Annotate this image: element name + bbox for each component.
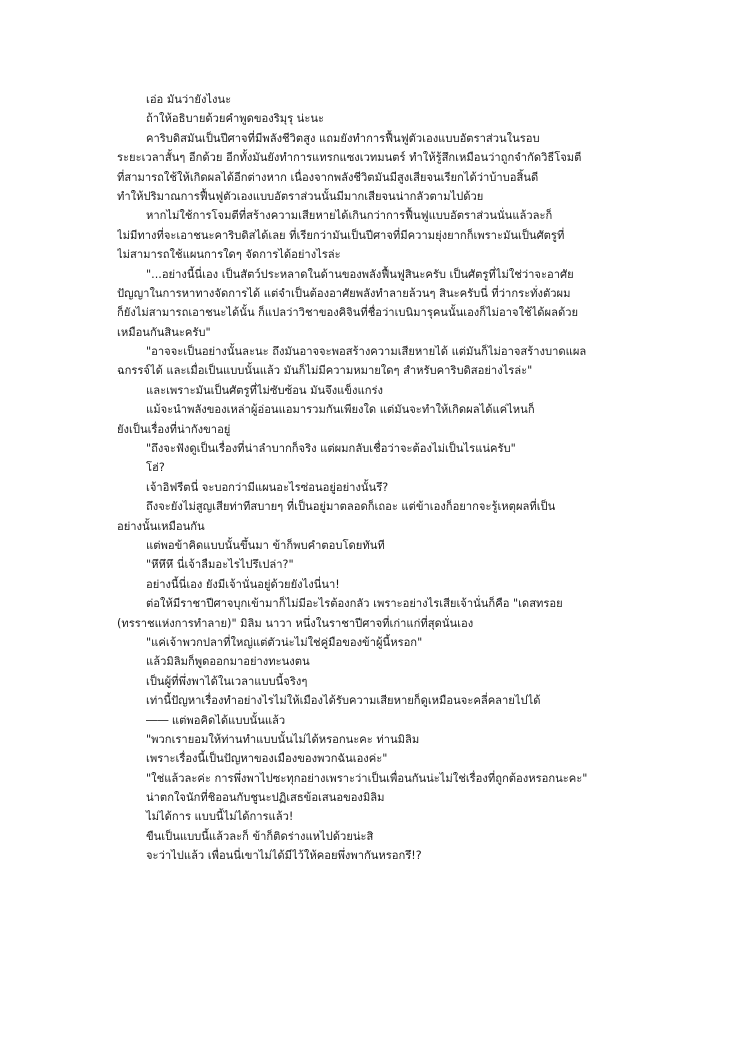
paragraph-line-indented: ไม่ได้การ แบบนี้ไม่ได้การแล้ว!: [146, 810, 294, 824]
paragraph-line-indented: "พวกเรายอมให้ท่านทำแบบนั้นไม่ได้หรอกนะคะ ท่านมิลิม: [146, 732, 420, 746]
paragraph-line-indented: "ถึงจะฟังดูเป็นเรื่องที่น่าลำบากก็จริง แต่ผมกลับเชื่อว่าจะต้องไม่เป็นไรแน่ครับ": [146, 442, 516, 456]
paragraph-line-indented: แต่พอข้าคิดแบบนั้นขึ้นมา ข้าก็พบคำตอบโดยทันที: [146, 538, 385, 552]
paragraph-line-indented: เป็นผู้ที่พึ่งพาได้ในเวลาแบบนี้จริงๆ: [146, 674, 308, 688]
paragraph-line-indented: เจ้าอิฟรีตนี่ จะบอกว่ามีแผนอะไรซ่อนอยู่อย่างนั้นรึ?: [146, 480, 389, 494]
paragraph-line-indented: จะว่าไปแล้ว เพื่อนนี่เขาไม่ได้มีไว้ให้คอยพึ่งพากันหรอกรึ!?: [146, 849, 422, 863]
paragraph-line: ที่สามารถใช้ให้เกิดผลได้อีกต่างหาก เนื่องจากพลังชีวิตมันมีสูงเสียจนเรียกได้ว่าบ้าบอสิ้นดี: [117, 170, 539, 184]
paragraph-line-indented: ต่อให้มีราชาปีศาจบุกเข้ามาก็ไม่มีอะไรต้องกลัว เพราะอย่างไรเสียเจ้านั่นก็คือ "เดสทรอย: [146, 597, 563, 611]
paragraph-line-indented: "หึหึหึ นี่เจ้าลืมอะไรไปรึเปล่า?": [146, 558, 294, 572]
paragraph-line-indented: เอ่อ มันว่ายังไงนะ: [146, 93, 232, 106]
paragraph-line: ทำให้ปริมาณการฟื้นฟูตัวเองแบบอัตราส่วนนั้นมีมากเสียจนน่ากลัวตามไปด้วย: [117, 189, 484, 203]
paragraph-line-indented: ขืนเป็นแบบนี้แล้วละก็ ข้าก็ติดร่างแหไปด้วยน่ะสิ: [146, 829, 374, 843]
paragraph-line-indented: "...อย่างนี้นี่เอง เป็นสัตว์ประหลาดในด้านของพลังฟื้นฟูสินะครับ เป็นศัตรูที่ไม่ใช่ว่าจะอาศัย: [146, 267, 574, 281]
paragraph-line-indented: คาริบดิสมันเป็นปีศาจที่มีพลังชีวิตสูง แถมยังทำการฟื้นฟูตัวเองแบบอัตราส่วนในรอบ: [146, 131, 540, 145]
paragraph-line-indented: "ใช่แล้วละค่ะ การพึ่งพาไปซะทุกอย่างเพราะว่าเป็นเพื่อนกันน่ะไม่ใช่เรื่องที่ถูกต้องหรอกนะคะ": [146, 771, 588, 785]
paragraph-line-indented: แล้วมิลิมก็พูดออกมาอย่างทะนงตน: [146, 655, 310, 669]
paragraph-line: ไม่สามารถใช้แผนการใดๆ จัดการได้อย่างไรล่ะ: [117, 248, 341, 262]
paragraph-line: เหมือนกันสินะครับ": [117, 325, 211, 339]
paragraph-line-indented: ―― แต่พอคิดได้แบบนั้นแล้ว: [146, 713, 286, 727]
paragraph-line-indented: ถึงจะยังไม่สูญเสียท่าทีสบายๆ ที่เป็นอยู่มาตลอดก็เถอะ แต่ข้าเองก็อยากจะรู้เหตุผลที่เป็น: [146, 500, 556, 514]
paragraph-line-indented: เพราะเรื่องนี้เป็นปัญหาของเมืองของพวกฉันเองค่ะ": [146, 752, 388, 766]
paragraph-line-indented: แม้จะนำพลังของเหล่าผู้อ่อนแอมารวมกันเพียงใด แต่มันจะทำให้เกิดผลได้แค่ไหนก็: [146, 403, 535, 417]
paragraph-line-indented: โฮ่?: [146, 461, 165, 475]
paragraph-line: อย่างนั้นเหมือนกัน: [117, 519, 205, 533]
paragraph-line: ปัญญาในการหาทางจัดการได้ แต่จำเป็นต้องอาศัยพลังทำลายล้วนๆ สินะครับนี่ ที่ว่ากระทั่งตัวผม: [117, 286, 571, 300]
paragraph-line: ฉกรรจ์ได้ และเมื่อเป็นแบบนั้นแล้ว มันก็ไม่มีความหมายใดๆ สำหรับคาริบดิสอย่างไรล่ะ": [117, 364, 533, 378]
body-text: [117, 90, 617, 866]
paragraph-line: ระยะเวลาสั้นๆ อีกด้วย อีกทั้งมันยังทำการแทรกแซงเวทมนตร์ ทำให้รู้สึกเหมือนว่าถูกจำกัดวิธีโจมตี: [117, 151, 582, 165]
paragraph-line: ก็ยังไม่สามารถเอาชนะได้นั้น ก็แปลว่าวิชาของคิจินที่ชื่อว่าเบนิมารุคนนั้นเองก็ไม่อาจใช้ได้ผลด้วย: [117, 306, 579, 320]
paragraph-line-indented: "อาจจะเป็นอย่างนั้นละนะ ถึงมันอาจจะพอสร้างความเสียหายได้ แต่มันก็ไม่อาจสร้างบาดแผล: [146, 345, 587, 359]
paragraph-line-indented: หากไม่ใช้การโจมตีที่สร้างความเสียหายได้เกินกว่าการฟื้นฟูแบบอัตราส่วนนั่นแล้วละก็: [146, 209, 553, 223]
paragraph-line: (ทรราชแห่งการทำลาย)" มิลิม นาวา หนึ่งในราชาปีศาจที่เก่าแก่ที่สุดนั่นเอง: [117, 616, 474, 630]
paragraph-line-indented: "แค่เจ้าพวกปลาที่ใหญ่แต่ตัวน่ะไม่ใช่คู่มือของข้าผู้นี้หรอก": [146, 635, 423, 649]
paragraph-line: ยังเป็นเรื่องที่น่ากังขาอยู่: [117, 422, 231, 436]
paragraph-line-indented: น่าตกใจนักที่ชิออนกับชูนะปฏิเสธข้อเสนอของมิลิม: [146, 791, 385, 805]
paragraph-line-indented: เท่านี้ปัญหาเรื่องทำอย่างไรไม่ให้เมืองได้รับความเสียหายก็ดูเหมือนจะคลี่คลายไปได้: [146, 694, 541, 708]
paragraph-line-indented: อย่างนี้นี่เอง ยังมีเจ้านั่นอยู่ด้วยยังไงนี่นา!: [146, 577, 340, 591]
paragraph-line-indented: ถ้าให้อธิบายด้วยคำพูดของริมุรุ น่ะนะ: [146, 112, 324, 126]
paragraph-line-indented: และเพราะมันเป็นศัตรูที่ไม่ซับซ้อน มันจึงแข็งแกร่ง: [146, 383, 383, 397]
paragraph-line: ไม่มีทางที่จะเอาชนะคาริบดิสได้เลย ที่เรียกว่ามันเป็นปีศาจที่มีความยุ่งยากก็เพราะมันเป็นศัตรูที่: [117, 228, 565, 242]
